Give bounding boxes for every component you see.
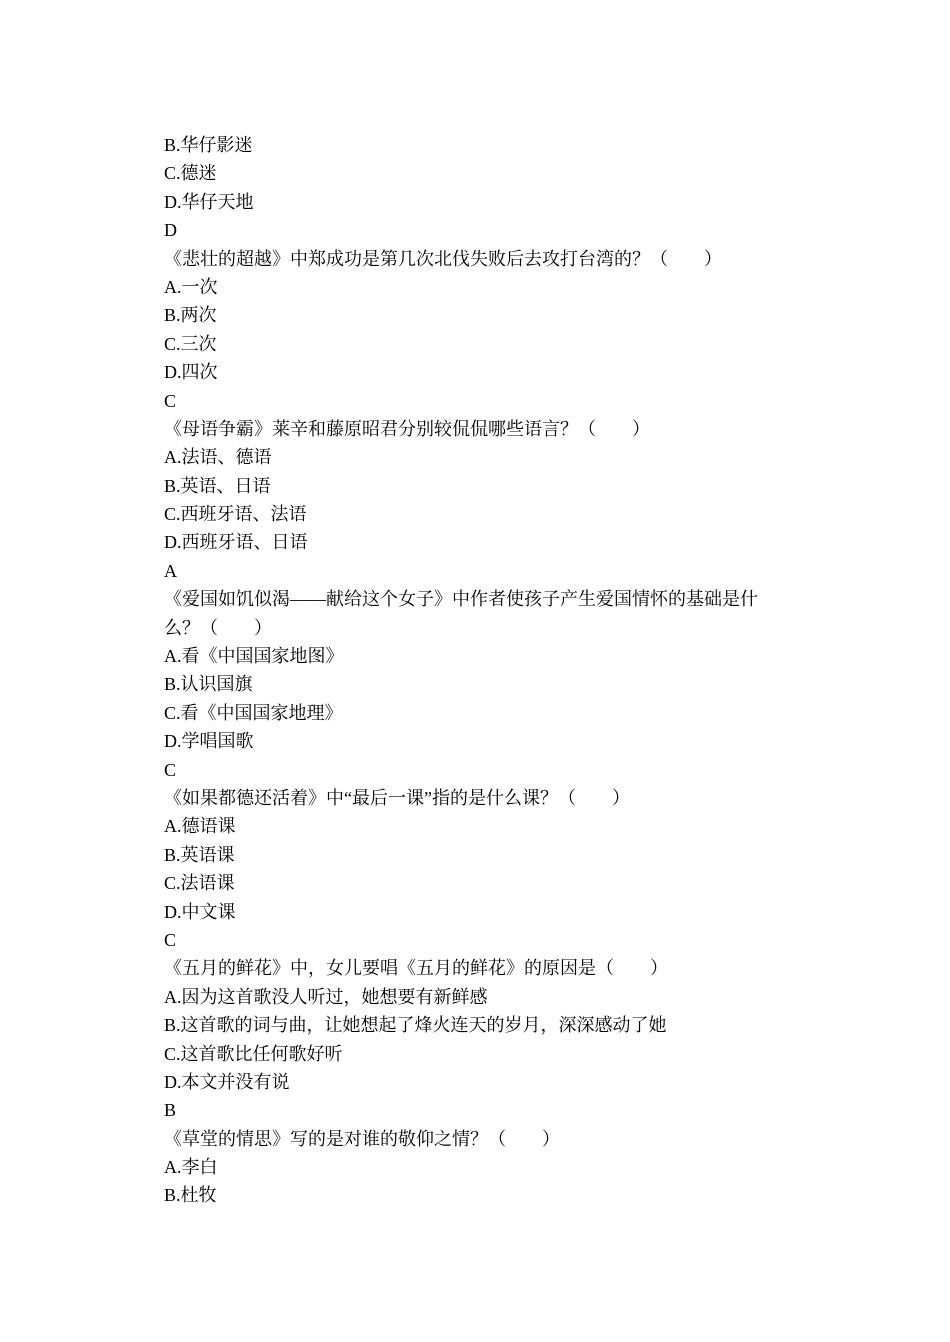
option-line: A.德语课 [164,816,236,837]
option-line: B.两次 [164,305,217,326]
option-line: C.德迷 [164,163,217,184]
option-line: D.学唱国歌 [164,731,254,752]
question-line: 《母语争霸》莱辛和藤原昭君分别较侃侃哪些语言？（ ） [164,418,650,439]
option-line: B.杜牧 [164,1185,217,1206]
option-line: A.一次 [164,276,218,297]
option-line: C.西班牙语、法语 [164,504,307,525]
option-line: A.李白 [164,1157,218,1178]
document-body [164,131,794,1210]
option-line: D.中文课 [164,901,236,922]
question-line: 《如果都德还活着》中“最后一课”指的是什么课？（ ） [164,787,630,808]
question-line: 《悲壮的超越》中郑成功是第几次北伐失败后去攻打台湾的？（ ） [164,248,722,269]
option-line: D.四次 [164,362,218,383]
answer-line: C [164,929,177,950]
option-line: C.看《中国国家地理》 [164,702,343,723]
option-line: A.法语、德语 [164,447,272,468]
option-line: B.华仔影迷 [164,135,253,155]
question-line: 《草堂的情思》写的是对谁的敬仰之情？（ ） [164,1128,560,1149]
option-line: A.因为这首歌没人听过，她想要有新鲜感 [164,986,488,1007]
option-line: D.本文并没有说 [164,1071,290,1092]
option-line: C.法语课 [164,873,235,894]
answer-line: C [164,759,177,780]
option-line: C.三次 [164,333,217,354]
question-line-continued: 么？（ ） [164,617,272,638]
option-line: B.这首歌的词与曲，让她想起了烽火连天的岁月，深深感动了她 [164,1015,667,1036]
option-line: B.英语课 [164,844,235,865]
option-line: D.华仔天地 [164,191,254,212]
question-line: 《五月的鲜花》中，女儿要唱《五月的鲜花》的原因是（ ） [164,958,668,979]
question-line: 《爱国如饥似渴——献给这个女子》中作者使孩子产生爱国情怀的基础是什 [164,589,758,610]
option-line: C.这首歌比任何歌好听 [164,1043,343,1064]
option-line: D.西班牙语、日语 [164,532,308,553]
option-line: B.英语、日语 [164,475,271,496]
answer-line: C [164,390,177,411]
answer-line: A [164,560,177,581]
option-line: A.看《中国国家地图》 [164,646,344,667]
answer-line: D [164,220,177,241]
answer-line: B [164,1100,177,1121]
option-line: B.认识国旗 [164,674,253,695]
